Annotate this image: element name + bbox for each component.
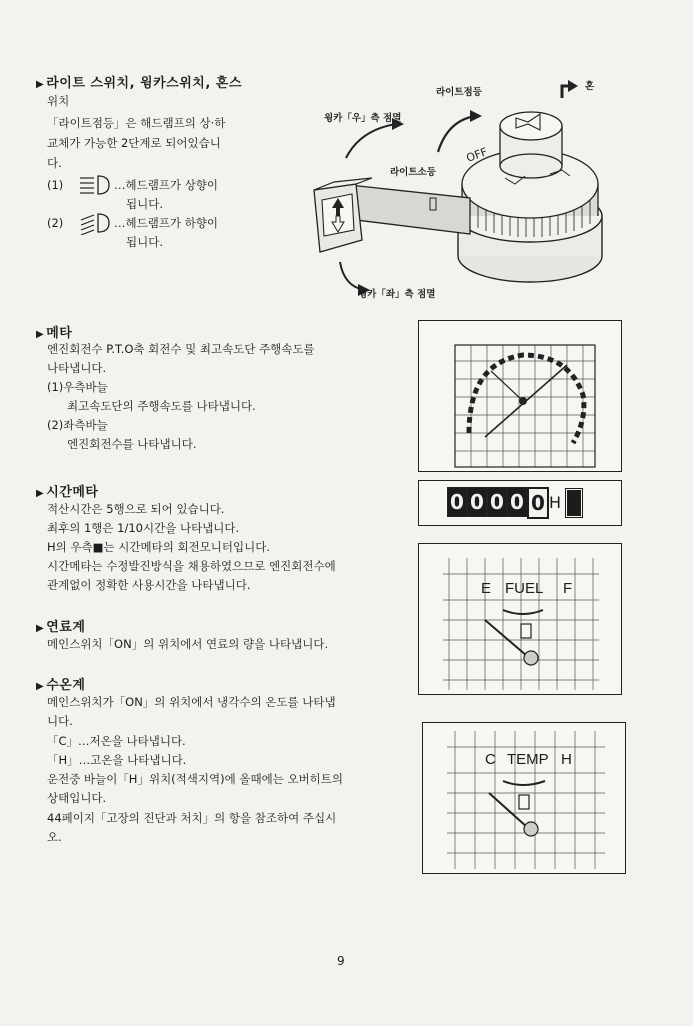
temp-hot-mark: H bbox=[561, 751, 572, 768]
combination-switch-illustration bbox=[300, 66, 620, 310]
light-item-2-text-b: 됩니다. bbox=[126, 235, 163, 249]
meter-line-1: 엔진회전수 P.T.O축 회전수 및 최고속도단 주행속도를 bbox=[47, 342, 315, 356]
off-mark: OFF bbox=[464, 145, 490, 165]
temp-gauge-line-7: 44페이지「고장의 진단과 처치」의 항을 참조하여 주십시 bbox=[47, 811, 337, 825]
low-beam-icon bbox=[76, 211, 112, 235]
fuel-gauge-illustration bbox=[419, 544, 621, 694]
light-switch-title-cont: 위치 bbox=[47, 94, 70, 108]
light-item-1-text-b: 됩니다. bbox=[126, 197, 163, 211]
temp-gauge-illustration bbox=[423, 723, 625, 873]
temp-gauge-line-3: 「C」…저온을 나타냅니다. bbox=[47, 734, 186, 748]
temp-gauge-figure bbox=[422, 722, 626, 874]
hour-digit: 0 bbox=[507, 487, 527, 517]
hour-digit: 0 bbox=[447, 487, 467, 517]
hour-digit: 0 bbox=[487, 487, 507, 517]
temp-gauge-line-8: 오. bbox=[47, 830, 62, 844]
meter-item-2-head: (2)좌측바늘 bbox=[47, 418, 108, 432]
hour-meter-figure bbox=[418, 480, 622, 526]
meter-item-1-head: (1)우측바늘 bbox=[47, 380, 108, 394]
hour-meter-line-1: 적산시간은 5행으로 되어 있습니다. bbox=[47, 502, 225, 516]
temp-gauge-line-5: 운전중 바늘이「H」위치(적색지역)에 올때에는 오버히트의 bbox=[47, 772, 343, 786]
meter-item-1-body: 최고속도단의 주행속도를 나타냅니다. bbox=[67, 399, 256, 413]
light-switch-title: ▶ 라이트 스위치, 윙카스위치, 혼스 bbox=[36, 76, 242, 91]
fuel-empty-mark: E bbox=[481, 580, 492, 597]
fuel-gauge-figure bbox=[418, 543, 622, 695]
label-winker-right: 윙카「우」측 점멸 bbox=[324, 113, 402, 124]
label-winker-left: 윙카「좌」측 점멸 bbox=[358, 289, 436, 300]
hour-meter-line-2: 최후의 1행은 1/10시간을 나타냅니다. bbox=[47, 521, 240, 535]
meter-figure bbox=[418, 320, 622, 472]
light-switch-desc-3: 다. bbox=[47, 156, 62, 170]
temp-gauge-line-4: 「H」…고온을 나타냅니다. bbox=[47, 753, 187, 767]
hour-meter-line-4: 시간메타는 수정발진방식을 채용하였으므로 엔진회전수에 bbox=[47, 559, 336, 573]
light-switch-desc-1: 「라이트점등」은 해드램프의 상·하 bbox=[47, 116, 226, 130]
hour-meter-line-3: H의 우측■는 시간메타의 회전모니터입니다. bbox=[47, 540, 270, 554]
fuel-gauge-title: ▶ 연료계 bbox=[36, 620, 86, 635]
temp-gauge-line-1: 메인스위치가「ON」의 위치에서 냉각수의 온도를 나타냅 bbox=[47, 695, 336, 709]
rotation-monitor-icon bbox=[567, 490, 581, 516]
label-light-off: 라이트소등 bbox=[390, 167, 436, 178]
meter-item-2-body: 엔진회전수를 나타냅니다. bbox=[67, 437, 197, 451]
meter-line-2: 나타냅니다. bbox=[47, 361, 107, 375]
page-number: 9 bbox=[337, 954, 345, 968]
high-beam-icon bbox=[76, 173, 112, 197]
label-horn: 혼 bbox=[585, 81, 595, 92]
light-item-2-num: (2) bbox=[47, 216, 64, 230]
light-item-1-num: (1) bbox=[47, 178, 64, 192]
hour-digit-tenth: 0 bbox=[527, 487, 549, 519]
light-item-1-text-a: …헤드램프가 상향이 bbox=[114, 178, 219, 192]
fuel-label: FUEL bbox=[505, 580, 544, 597]
light-item-2-text-a: …헤드램프가 하향이 bbox=[114, 216, 219, 230]
tachometer-illustration bbox=[419, 321, 621, 471]
temp-gauge-line-6: 상태입니다. bbox=[47, 791, 107, 805]
temp-gauge-title: ▶ 수온계 bbox=[36, 678, 86, 693]
temp-gauge-line-2: 니다. bbox=[47, 714, 73, 728]
meter-title: ▶ 메타 bbox=[36, 326, 73, 341]
light-switch-desc-2: 교체가 가능한 2단계로 되어있습니 bbox=[47, 136, 221, 150]
fuel-gauge-line-1: 메인스위치「ON」의 위치에서 연료의 량을 나타냅니다. bbox=[47, 637, 329, 651]
temp-cold-mark: C bbox=[485, 751, 496, 768]
temp-label: TEMP bbox=[507, 751, 549, 768]
label-light-on: 라이트점등 bbox=[436, 87, 482, 98]
hour-meter-line-5: 관계없이 정확한 사용시간을 나타냅니다. bbox=[47, 578, 251, 592]
hour-meter-title: ▶ 시간메타 bbox=[36, 485, 99, 500]
fuel-full-mark: F bbox=[563, 580, 573, 597]
hour-digit: 0 bbox=[467, 487, 487, 517]
hour-unit-label: H bbox=[549, 493, 562, 512]
